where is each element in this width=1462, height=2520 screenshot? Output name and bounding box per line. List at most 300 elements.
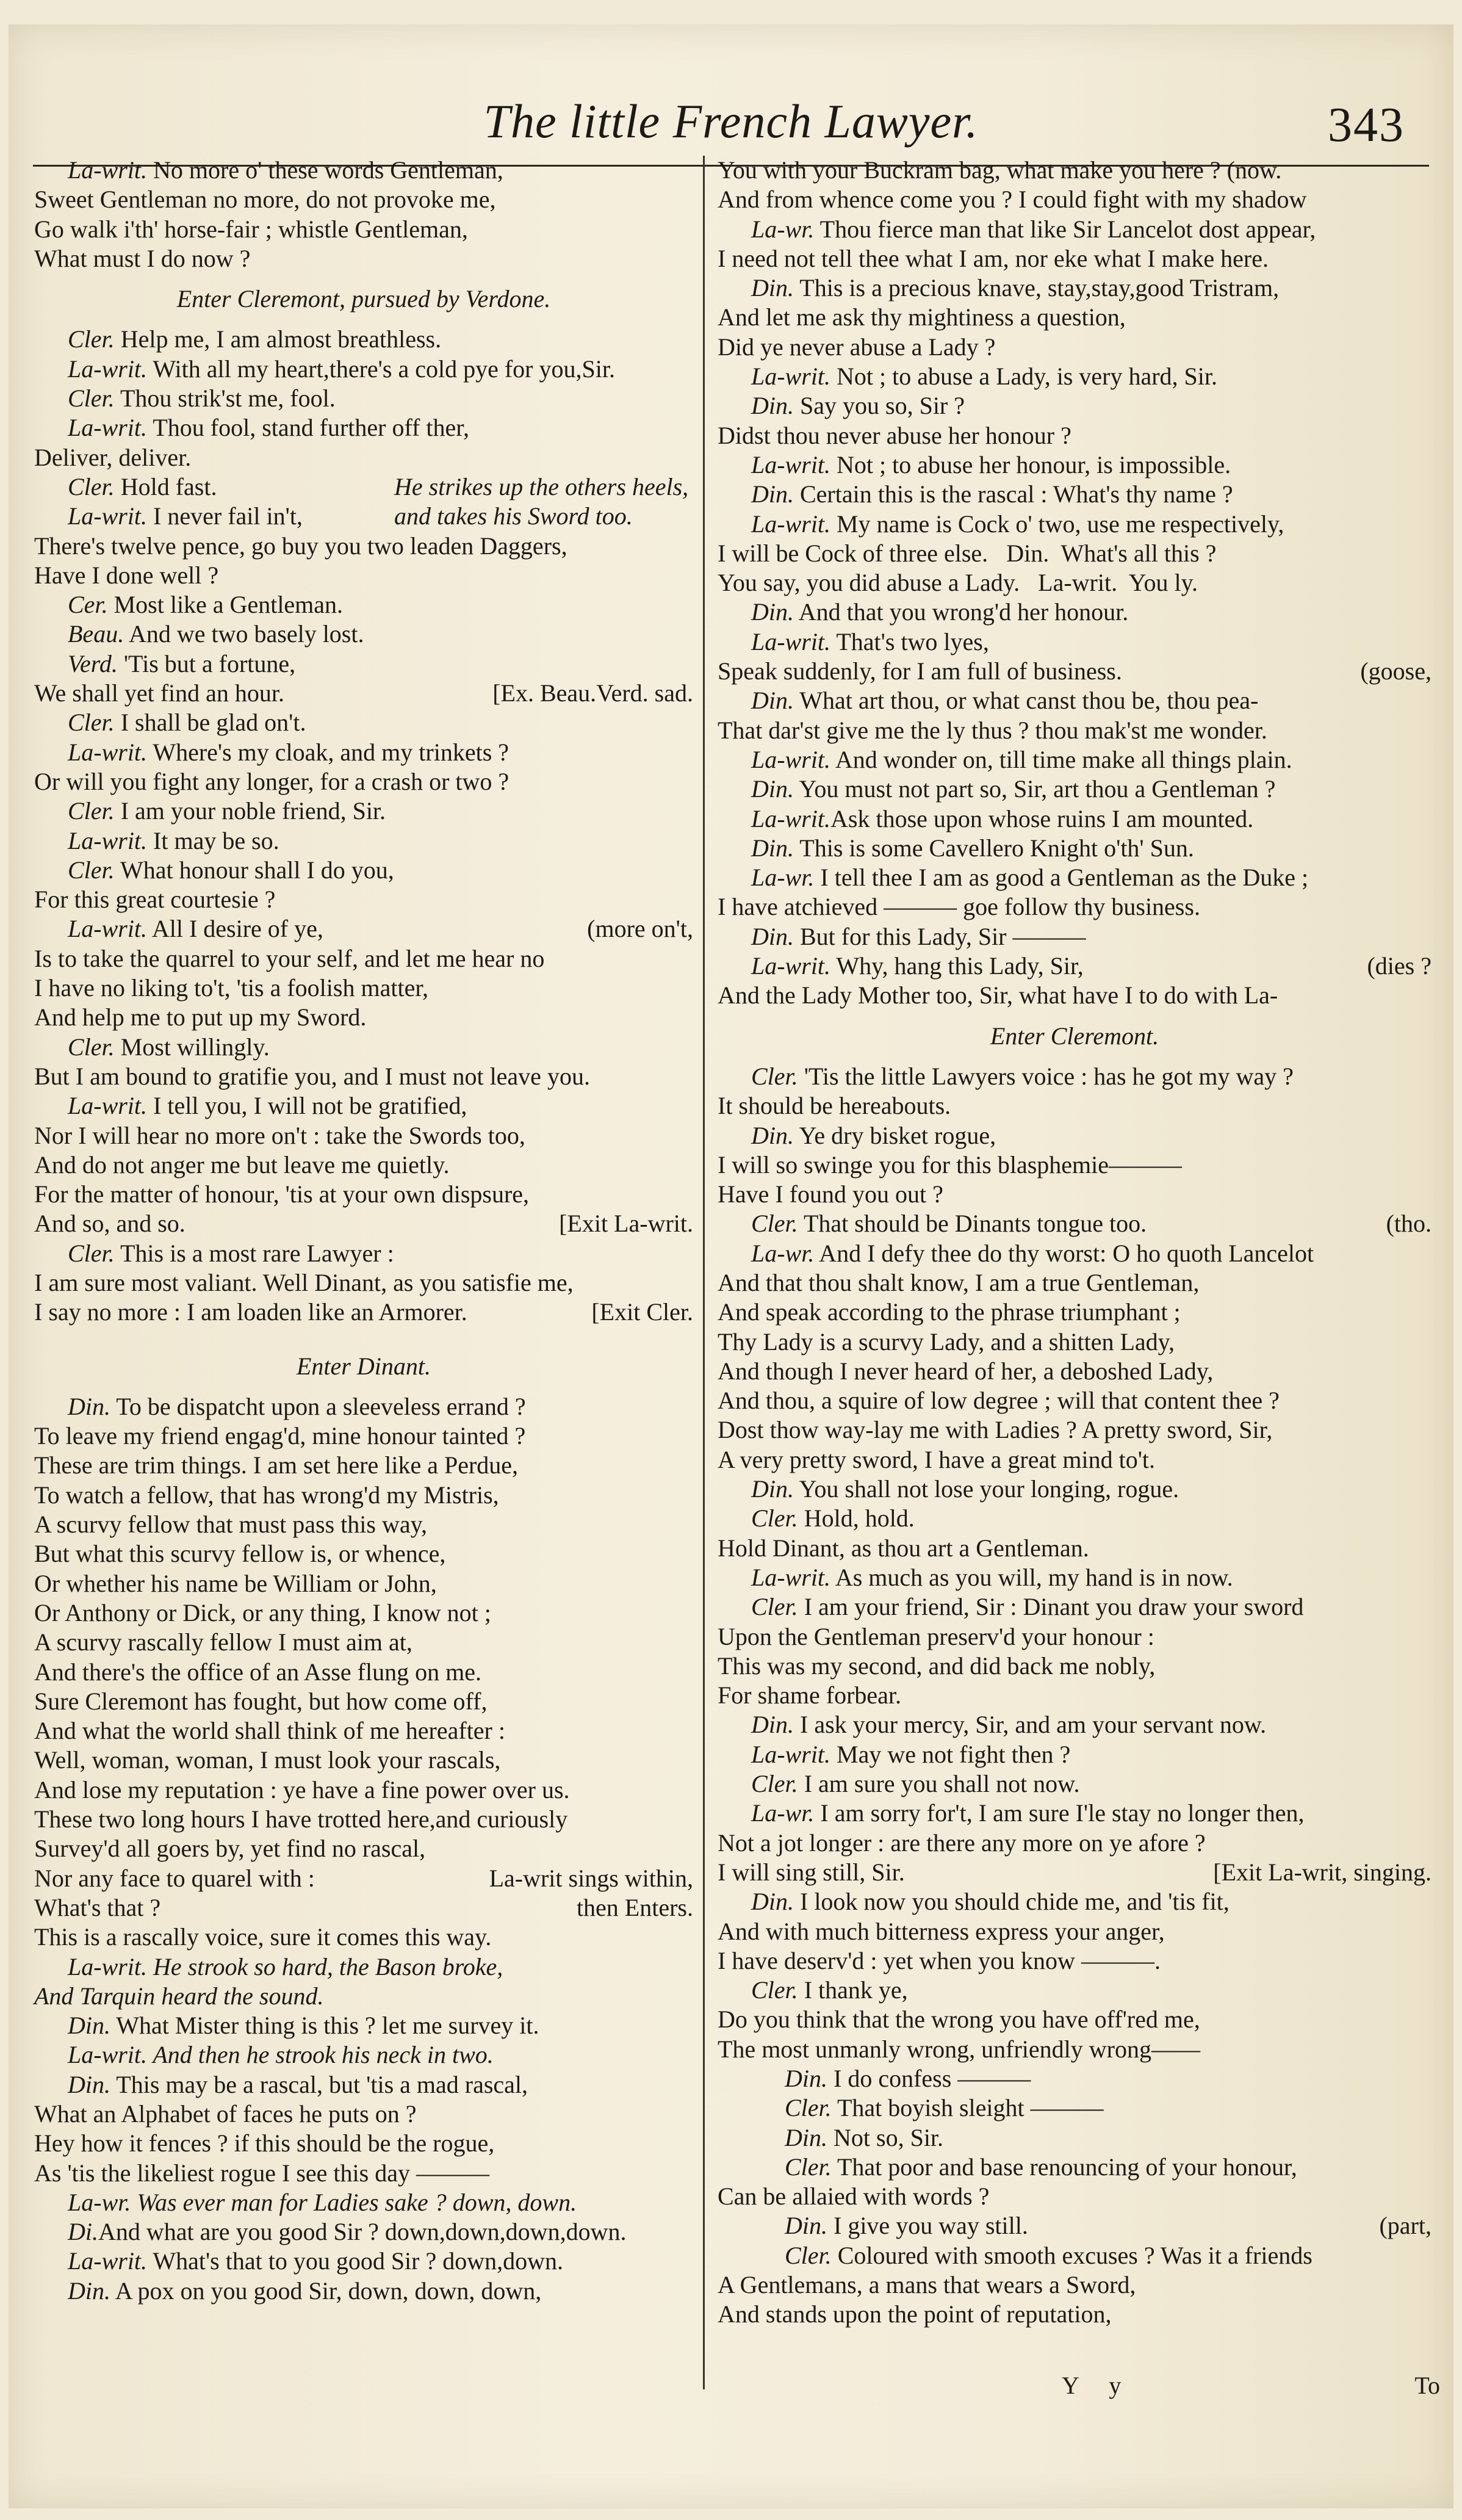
speaker-name: La-writ. bbox=[751, 804, 831, 832]
verse-line bbox=[34, 1180, 693, 1209]
line-text: Not a jot longer : are there any more on ye afore ? bbox=[718, 1829, 1206, 1857]
line-text: What art thou, or what canst thou be, thou pea- bbox=[794, 687, 1259, 715]
speaker-name: Din. bbox=[751, 392, 794, 420]
left-column bbox=[34, 156, 693, 2306]
speech-line bbox=[34, 2040, 693, 2070]
inline-reply: La-writ. You ly. bbox=[1020, 569, 1198, 597]
speech-line bbox=[34, 914, 693, 944]
line-text: Hold fast. bbox=[114, 472, 217, 500]
verse-line bbox=[34, 1268, 693, 1298]
line-text: All I desire of ye, bbox=[147, 915, 323, 943]
line-text: Enter Dinant. bbox=[297, 1352, 431, 1380]
speaker-name: La-writ. bbox=[751, 952, 831, 980]
line-text: Most like a Gentleman. bbox=[107, 591, 344, 619]
speaker-name: Cer. bbox=[68, 591, 108, 619]
speech-line bbox=[34, 355, 693, 384]
speaker-name: Cler. bbox=[751, 1593, 798, 1621]
line-text: Thy Lady is a scurvy Lady, and a shitten Lady, bbox=[718, 1327, 1175, 1356]
line-text: This was my second, and did back me nobly, bbox=[718, 1652, 1156, 1680]
verse-line bbox=[34, 1510, 693, 1539]
line-text: For this great courtesie ? bbox=[34, 886, 276, 914]
line-text: And then he strook his neck in two. bbox=[147, 2041, 494, 2069]
right-column bbox=[718, 156, 1431, 2330]
line-text: Speak suddenly, for I am full of business. bbox=[718, 657, 1122, 685]
right-margin-text: [Exit La-writ, singing. bbox=[1213, 1858, 1431, 1886]
line-text: It should be hereabouts. bbox=[718, 1092, 951, 1120]
speech-line bbox=[34, 2070, 693, 2099]
speaker-name: Cler. bbox=[751, 1210, 798, 1238]
speaker-name: La-writ. bbox=[68, 2247, 148, 2275]
verse-line bbox=[718, 716, 1431, 745]
speaker-name: La-writ. bbox=[68, 1092, 148, 1120]
inline-reply: Din. What's all this ? bbox=[988, 539, 1217, 567]
speech-line bbox=[718, 362, 1431, 391]
signature-mark: Y y bbox=[1062, 2372, 1134, 2399]
line-text: Or Anthony or Dick, or any thing, I know not ; bbox=[34, 1598, 491, 1626]
side-stage-direction: and takes his Sword too. bbox=[394, 502, 633, 530]
speaker-name: Cler. bbox=[68, 856, 115, 884]
speech-line bbox=[34, 472, 693, 502]
line-text: I tell you, I will not be gratified, bbox=[147, 1092, 467, 1120]
speaker-name: La-writ. bbox=[751, 450, 831, 478]
speech-line bbox=[34, 738, 693, 767]
line-text: Most willingly. bbox=[114, 1033, 270, 1061]
line-text: Not so, Sir. bbox=[827, 2123, 944, 2151]
line-text: My name is Cock o' two, use me respectively, bbox=[830, 510, 1284, 538]
line-text: That should be Dinants tongue too. bbox=[798, 1210, 1147, 1238]
speaker-name: La-wr. bbox=[751, 215, 815, 243]
verse-line bbox=[34, 973, 693, 1003]
side-stage-direction: He strikes up the others heels, bbox=[394, 472, 689, 500]
line-text: I am your noble friend, Sir. bbox=[114, 797, 386, 825]
stage-direction bbox=[718, 1022, 1431, 1051]
line-text: I am sure you shall not now. bbox=[798, 1770, 1080, 1798]
line-text: And lose my reputation : ye have a fine power over us. bbox=[34, 1775, 570, 1803]
line-text: For shame forbear. bbox=[718, 1681, 902, 1709]
line-text: Nor I will hear no more on't : take the Swords too, bbox=[34, 1121, 525, 1149]
verse-line bbox=[718, 244, 1431, 273]
line-text: That dar'st give me the ly thus ? thou mak'st me wonder. bbox=[718, 716, 1267, 744]
verse-line bbox=[718, 1622, 1431, 1652]
line-text: This may be a rascal, but 'tis a mad rascal, bbox=[110, 2070, 528, 2098]
line-text: And what the world shall think of me hereafter : bbox=[34, 1717, 505, 1745]
line-text: Can be allaied with words ? bbox=[718, 2182, 990, 2211]
line-text: Was ever man for Ladies sake ? down, down. bbox=[131, 2188, 577, 2216]
line-text: I have atchieved ——— goe follow thy business. bbox=[718, 893, 1200, 921]
speech-line bbox=[34, 502, 693, 531]
line-text: And so, and so. bbox=[34, 1210, 185, 1238]
line-text: Have I found you out ? bbox=[718, 1180, 943, 1208]
verse-line bbox=[34, 185, 693, 214]
verse-line bbox=[34, 2099, 693, 2129]
line-text: A pox on you good Sir, down, down, down, bbox=[110, 2276, 542, 2305]
speech-line bbox=[34, 856, 693, 885]
line-text: I am your friend, Sir : Dinant you draw your sword bbox=[798, 1593, 1304, 1621]
verse-line bbox=[34, 679, 693, 708]
line-text: You shall not lose your longing, rogue. bbox=[794, 1475, 1179, 1503]
speaker-name: Cler. bbox=[751, 1770, 798, 1798]
speaker-name: La-writ. bbox=[751, 510, 831, 538]
speech-line bbox=[718, 1062, 1431, 1091]
speaker-name: La-writ. bbox=[68, 355, 148, 383]
verse-line bbox=[718, 1091, 1431, 1121]
line-text: Sure Cleremont has fought, but how come off, bbox=[34, 1687, 488, 1715]
line-text: This is a rascally voice, sure it comes this way. bbox=[34, 1923, 492, 1951]
speaker-name: La-writ. bbox=[68, 738, 148, 766]
line-text: And thou, a squire of low degree ; will that content thee ? bbox=[718, 1387, 1280, 1415]
line-text: Survey'd all goers by, yet find no rascal, bbox=[34, 1835, 426, 1863]
line-text: Thou fierce man that like Sir Lancelot dost appear, bbox=[814, 215, 1316, 243]
verse-line bbox=[718, 2005, 1431, 2034]
line-text: What an Alphabet of faces he puts on ? bbox=[34, 2100, 417, 2128]
line-text: Deliver, deliver. bbox=[34, 443, 192, 471]
speaker-name: La-writ. bbox=[751, 363, 831, 391]
speech-line bbox=[34, 325, 693, 354]
line-text: This is some Cavellero Knight o'th' Sun. bbox=[794, 834, 1194, 862]
page-number: 343 bbox=[1328, 98, 1405, 152]
speech-line bbox=[718, 627, 1431, 657]
line-text: A scurvy fellow that must pass this way, bbox=[34, 1511, 428, 1539]
verse-line bbox=[34, 1598, 693, 1628]
speech-line bbox=[718, 1887, 1431, 1916]
right-margin-text: [Exit Cler. bbox=[591, 1298, 693, 1326]
verse-line bbox=[718, 1415, 1431, 1445]
line-text: This is a most rare Lawyer : bbox=[114, 1239, 394, 1267]
line-text: 'Tis the little Lawyers voice : has he got my way ? bbox=[798, 1062, 1294, 1090]
verse-line bbox=[718, 333, 1431, 362]
verse-line bbox=[34, 1922, 693, 1952]
line-text: These are trim things. I am set here like a Perdue, bbox=[34, 1451, 519, 1479]
line-text: But I am bound to gratifie you, and I must not leave you. bbox=[34, 1062, 590, 1090]
line-text: Have I done well ? bbox=[34, 561, 219, 589]
verse-line bbox=[718, 1268, 1431, 1298]
speaker-name: Din. bbox=[751, 922, 794, 950]
speech-line bbox=[718, 951, 1431, 981]
line-text: What must I do now ? bbox=[34, 244, 251, 272]
line-text: This is a precious knave, stay,stay,good Tristram, bbox=[794, 274, 1280, 302]
verse-line bbox=[34, 1421, 693, 1451]
line-text: Nor any face to quarel with : bbox=[34, 1864, 315, 1892]
verse-line bbox=[34, 767, 693, 796]
verse-line bbox=[34, 1569, 693, 1598]
verse-line bbox=[34, 532, 693, 561]
line-text: And what are you good Sir ? down,down,down,down. bbox=[98, 2218, 627, 2246]
line-text: To be dispatcht upon a sleeveless errand ? bbox=[110, 1392, 526, 1420]
verse-line bbox=[34, 1298, 693, 1327]
verse-line bbox=[718, 1534, 1431, 1563]
speech-line bbox=[718, 834, 1431, 863]
line-text: Thou strik'st me, fool. bbox=[114, 384, 336, 413]
verse-line bbox=[718, 421, 1431, 450]
line-text: Well, woman, woman, I must look your rascals, bbox=[34, 1746, 501, 1774]
line-text: And I defy thee do thy worst: O ho quoth Lancelot bbox=[814, 1239, 1314, 1267]
catchword: To bbox=[1414, 2372, 1440, 2399]
verse-line bbox=[34, 1716, 693, 1746]
speech-line bbox=[34, 2011, 693, 2040]
line-text: That poor and base renouncing of your honour, bbox=[831, 2153, 1297, 2181]
line-text: Didst thou never abuse her honour ? bbox=[718, 421, 1071, 449]
speech-line bbox=[34, 413, 693, 442]
line-text: I never fail in't, bbox=[147, 502, 303, 530]
speaker-name: Din. bbox=[751, 834, 794, 862]
speaker-name: La-wr. bbox=[751, 864, 815, 892]
speech-line bbox=[718, 1504, 1431, 1533]
speech-line bbox=[718, 1239, 1431, 1268]
verse-line bbox=[34, 885, 693, 914]
line-text: Thou fool, stand further off ther, bbox=[147, 414, 469, 442]
verse-line bbox=[34, 1451, 693, 1480]
speech-line bbox=[34, 384, 693, 413]
speaker-name: La-wr. bbox=[751, 1239, 815, 1267]
speaker-name: Din. bbox=[785, 2065, 827, 2092]
running-title: The little French Lawyer. bbox=[483, 95, 979, 148]
speaker-name: Verd. bbox=[68, 649, 118, 677]
line-text: It may be so. bbox=[147, 826, 279, 854]
speech-line bbox=[718, 1592, 1431, 1622]
line-text: Is to take the quarrel to your self, and let me hear no bbox=[34, 944, 545, 972]
line-text: I look now you should chide me, and 'tis fit, bbox=[794, 1888, 1230, 1916]
speech-line bbox=[34, 1392, 693, 1421]
line-text: I will so swinge you for this blasphemie——— bbox=[718, 1150, 1183, 1179]
speaker-name: La-writ. bbox=[68, 2041, 148, 2069]
line-text: I thank ye, bbox=[798, 1976, 908, 2004]
speaker-name: La-writ. bbox=[751, 1563, 831, 1591]
verse-line bbox=[34, 1481, 693, 1510]
speech-line bbox=[718, 1209, 1431, 1238]
stage-direction bbox=[34, 284, 693, 314]
speaker-name: Cler. bbox=[68, 325, 115, 353]
right-margin-text: (dies ? bbox=[1367, 952, 1431, 980]
verse-line bbox=[718, 1445, 1431, 1475]
line-text: Go walk i'th' horse-fair ; whistle Gentleman, bbox=[34, 215, 468, 243]
right-margin-text: (goose, bbox=[1360, 657, 1431, 685]
line-text: Sweet Gentleman no more, do not provoke me, bbox=[34, 186, 496, 214]
line-text: And that you wrong'd her honour. bbox=[794, 598, 1129, 626]
stage-direction bbox=[34, 1352, 693, 1381]
speaker-name: Cler. bbox=[785, 2153, 832, 2181]
verse-line bbox=[34, 1003, 693, 1032]
verse-line bbox=[34, 215, 693, 244]
speech-line bbox=[34, 156, 693, 185]
line-text: To watch a fellow, that has wrong'd my Mistris, bbox=[34, 1481, 499, 1509]
line-text: There's twelve pence, go buy you two leaden Daggers, bbox=[34, 532, 567, 560]
line-text: But what this scurvy fellow is, or whence, bbox=[34, 1540, 446, 1568]
line-text: Why, hang this Lady, Sir, bbox=[830, 952, 1084, 980]
line-text: And that thou shalt know, I am a true Gentleman, bbox=[718, 1268, 1200, 1296]
speech-line bbox=[718, 1769, 1431, 1799]
speech-line bbox=[718, 1475, 1431, 1504]
speaker-name: Din. bbox=[751, 480, 794, 508]
verse-line bbox=[34, 2129, 693, 2158]
verse-line bbox=[34, 244, 693, 273]
speaker-name: La-writ. bbox=[68, 156, 148, 184]
line-text: What's that to you good Sir ? down,down. bbox=[147, 2247, 564, 2275]
line-text: I tell thee I am as good a Gentleman as the Duke ; bbox=[814, 864, 1309, 892]
line-text: We shall yet find an hour. bbox=[34, 679, 285, 707]
verse-line bbox=[34, 1982, 693, 2011]
line-text: Certain this is the rascal : What's thy name ? bbox=[794, 480, 1233, 508]
line-text: And from whence come you ? I could fight with my shadow bbox=[718, 186, 1307, 214]
speaker-name: Cler. bbox=[785, 2241, 832, 2269]
line-text: Coloured with smooth excuses ? Was it a friends bbox=[831, 2241, 1313, 2269]
verse-line bbox=[718, 156, 1431, 185]
speech-line bbox=[718, 2153, 1431, 2182]
speech-line bbox=[718, 804, 1431, 834]
line-text: Ye dry bisket rogue, bbox=[794, 1121, 996, 1149]
speech-line bbox=[718, 1976, 1431, 2005]
line-text: Do you think that the wrong you have off'red me, bbox=[718, 2006, 1200, 2034]
speaker-name: Din. bbox=[68, 2012, 110, 2040]
verse-line bbox=[34, 1062, 693, 1091]
verse-line bbox=[34, 944, 693, 973]
line-text: And do not anger me but leave me quietly. bbox=[34, 1150, 450, 1179]
line-text: I do confess ——— bbox=[827, 2065, 1031, 2092]
line-text: And help me to put up my Sword. bbox=[34, 1003, 367, 1031]
line-text: What honour shall I do you, bbox=[114, 856, 394, 884]
verse-line bbox=[718, 2300, 1431, 2329]
speaker-name: Din. bbox=[751, 1711, 794, 1739]
speech-line bbox=[34, 2217, 693, 2247]
line-text: I will sing still, Sir. bbox=[718, 1858, 905, 1886]
line-text: Help me, I am almost breathless. bbox=[114, 325, 442, 353]
line-text: I am sorry for't, I am sure I'le stay no longer then, bbox=[814, 1799, 1305, 1827]
line-text: You must not part so, Sir, art thou a Gentleman ? bbox=[794, 775, 1276, 803]
speech-line bbox=[718, 1710, 1431, 1739]
line-text: And with much bitterness express your anger, bbox=[718, 1917, 1165, 1945]
speech-line bbox=[718, 2093, 1431, 2123]
speech-line bbox=[34, 796, 693, 826]
verse-line bbox=[718, 892, 1431, 922]
speech-line bbox=[718, 273, 1431, 303]
speech-line bbox=[34, 2247, 693, 2276]
verse-line bbox=[718, 1917, 1431, 1946]
line-text: With all my heart,there's a cold pye for you,Sir. bbox=[147, 355, 615, 383]
speaker-name: Cler. bbox=[751, 1976, 798, 2004]
line-text: Where's my cloak, and my trinkets ? bbox=[147, 738, 510, 766]
speech-line bbox=[34, 1239, 693, 1268]
line-text: I shall be glad on't. bbox=[114, 709, 306, 737]
line-text: And though I never heard of her, a deboshed Lady, bbox=[718, 1357, 1214, 1385]
speaker-name: Din. bbox=[751, 687, 794, 715]
verse-line bbox=[718, 657, 1431, 686]
speaker-name: Din. bbox=[68, 1392, 110, 1420]
verse-line bbox=[718, 1652, 1431, 1681]
verse-line bbox=[718, 539, 1431, 568]
verse-line bbox=[34, 1805, 693, 1834]
speaker-name: La-writ. bbox=[68, 1952, 148, 1980]
speech-line bbox=[718, 598, 1431, 627]
line-text: And we two basely lost. bbox=[124, 620, 364, 648]
verse-line bbox=[34, 1628, 693, 1657]
speech-line bbox=[718, 2241, 1431, 2270]
speech-line bbox=[718, 686, 1431, 715]
line-text: Enter Cleremont, pursued by Verdone. bbox=[176, 285, 551, 313]
speaker-name: Cler. bbox=[751, 1504, 798, 1533]
speaker-name: Cler. bbox=[68, 1239, 115, 1267]
speaker-name: Din. bbox=[751, 1121, 794, 1149]
right-margin-text: [Ex. Beau.Verd. sad. bbox=[492, 679, 693, 707]
speaker-name: Din. bbox=[68, 2070, 110, 2098]
speech-line bbox=[718, 922, 1431, 951]
speech-line bbox=[34, 708, 693, 737]
right-margin-text: (part, bbox=[1379, 2212, 1431, 2240]
line-text: Hey how it fences ? if this should be the rogue, bbox=[34, 2129, 495, 2157]
speech-line bbox=[34, 649, 693, 679]
speaker-name: Din. bbox=[785, 2123, 827, 2151]
verse-line bbox=[718, 303, 1431, 332]
line-text: And wonder on, till time make all things plain. bbox=[830, 745, 1292, 773]
line-text: And let me ask thy mightiness a question, bbox=[718, 303, 1126, 331]
speaker-name: Cler. bbox=[68, 1033, 115, 1061]
speech-line bbox=[718, 1121, 1431, 1150]
line-text: Upon the Gentleman preserv'd your honour : bbox=[718, 1622, 1154, 1650]
speaker-name: Din. bbox=[68, 2276, 110, 2305]
speaker-name: La-writ. bbox=[68, 915, 148, 943]
verse-line bbox=[718, 2270, 1431, 2300]
verse-line bbox=[718, 1829, 1431, 1858]
speech-line bbox=[718, 1799, 1431, 1828]
line-text: May we not fight then ? bbox=[830, 1740, 1071, 1768]
verse-line bbox=[34, 1834, 693, 1863]
verse-line bbox=[34, 1209, 693, 1238]
line-text: I say no more : I am loaden like an Armorer. bbox=[34, 1298, 467, 1326]
verse-line bbox=[34, 1121, 693, 1150]
line-text: 'Tis but a fortune, bbox=[117, 649, 296, 677]
speech-line bbox=[718, 391, 1431, 421]
line-text: A very pretty sword, I have a great mind to't. bbox=[718, 1445, 1156, 1473]
verse-line bbox=[718, 1180, 1431, 1209]
verse-line bbox=[34, 1150, 693, 1180]
verse-line bbox=[718, 1946, 1431, 1976]
speech-line bbox=[718, 450, 1431, 480]
line-text: Did ye never abuse a Lady ? bbox=[718, 333, 996, 361]
line-text: No more o' these words Gentleman, bbox=[147, 156, 503, 184]
speaker-name: Din. bbox=[751, 775, 794, 803]
line-text: He strook so hard, the Bason broke, bbox=[147, 1952, 503, 1980]
line-text: And Tarquin heard the sound. bbox=[34, 1982, 324, 2010]
verse-line bbox=[718, 2182, 1431, 2211]
right-margin-text: [Exit La-writ. bbox=[559, 1210, 693, 1238]
line-text: I have no liking to't, 'tis a foolish matter, bbox=[34, 974, 429, 1002]
line-text: And stands upon the point of reputation, bbox=[718, 2300, 1112, 2328]
line-text: Not ; to abuse her honour, is impossible. bbox=[830, 450, 1231, 478]
right-margin-text: La-writ sings within, bbox=[489, 1864, 693, 1892]
line-text: Dost thow way-lay me with Ladies ? A pretty sword, Sir, bbox=[718, 1416, 1273, 1444]
speaker-name: Din. bbox=[751, 274, 794, 302]
line-text: I ask your mercy, Sir, and am your servant now. bbox=[794, 1711, 1267, 1739]
line-text: I have deserv'd : yet when you know ———. bbox=[718, 1946, 1161, 1974]
verse-line bbox=[718, 1357, 1431, 1386]
speech-line bbox=[718, 745, 1431, 774]
verse-line bbox=[718, 1150, 1431, 1180]
line-text: That boyish sleight ——— bbox=[831, 2094, 1104, 2122]
speaker-name: Din. bbox=[751, 598, 794, 626]
speech-line bbox=[718, 1740, 1431, 1769]
speaker-name: La-wr. bbox=[751, 1799, 815, 1827]
verse-line bbox=[718, 1327, 1431, 1357]
line-text: Not ; to abuse a Lady, is very hard, Sir. bbox=[830, 363, 1217, 391]
speech-line bbox=[34, 2276, 693, 2306]
speaker-name: Beau. bbox=[68, 620, 124, 648]
speech-line bbox=[34, 826, 693, 856]
speaker-name: Cler. bbox=[751, 1062, 798, 1090]
line-text: I give you way still. bbox=[827, 2212, 1028, 2240]
speech-line bbox=[718, 2123, 1431, 2153]
speech-line bbox=[34, 1091, 693, 1121]
verse-line bbox=[34, 561, 693, 590]
speech-line bbox=[718, 480, 1431, 509]
line-text: As 'tis the likeliest rogue I see this day ——— bbox=[34, 2159, 489, 2187]
